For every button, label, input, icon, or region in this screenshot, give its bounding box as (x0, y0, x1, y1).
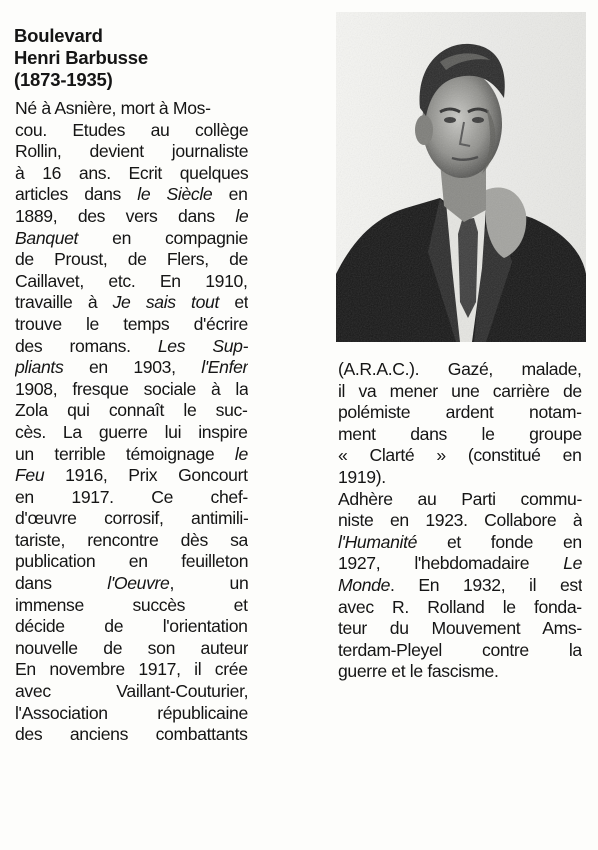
text-run: un terrible témoignage (15, 443, 235, 464)
italic-title: l'Enfer (201, 357, 248, 378)
text-run: Né à Asnière, mort à Mos- (15, 98, 211, 118)
text-line (15, 487, 248, 509)
text-line (15, 400, 248, 422)
text-run: , un (169, 573, 248, 594)
text-line (15, 616, 248, 638)
text-run: En novembre 1917, il crée (15, 659, 248, 680)
heading-line-street: Boulevard (14, 25, 103, 46)
text-run: 1919). (338, 466, 386, 487)
text-run: d'œuvre corrosif, antimili- (15, 508, 248, 529)
italic-title: Monde (338, 574, 391, 595)
text-line (15, 530, 248, 552)
text-line (338, 445, 582, 467)
portrait-photo-icon (336, 12, 586, 342)
text-run: publication en feuilleton (15, 551, 248, 572)
text-line (338, 618, 582, 640)
text-line (15, 465, 248, 487)
text-run: travaille à (15, 292, 113, 313)
text-line (338, 424, 582, 446)
text-run: dans (15, 573, 108, 594)
text-run: en 1917. Ce chef- (15, 486, 248, 507)
text-run: terdam-Pleyel contre la (338, 639, 582, 660)
biography-right-column (338, 359, 582, 683)
text-run: cou. Etudes au collège (15, 119, 248, 140)
text-run: trouve le temps d'écrire (15, 313, 248, 334)
text-run: 1908, fresque sociale à la (15, 378, 248, 399)
text-run: guerre et le fascisme. (338, 661, 499, 682)
text-run: ment dans le groupe (338, 423, 582, 444)
italic-title: Je sais tout (112, 292, 219, 313)
text-line (15, 573, 248, 595)
text-line (338, 381, 582, 403)
text-run: niste en 1923. Collabore à (338, 510, 582, 531)
text-line (338, 597, 582, 619)
text-run: à 16 ans. Ecrit quelques (15, 162, 248, 183)
text-run: il va mener une carrière de (338, 380, 582, 401)
text-line (15, 184, 248, 206)
text-run: 1916, Prix Goncourt (44, 465, 248, 486)
heading-line-name: Henri Barbusse (14, 47, 148, 68)
text-run: tariste, rencontre dès sa (15, 529, 248, 550)
italic-title: Le (563, 553, 582, 574)
text-run: cès. La guerre lui inspire (15, 421, 248, 442)
text-run: Caillavet, etc. En 1910, (15, 270, 248, 291)
text-line (15, 228, 248, 250)
text-line (338, 359, 582, 381)
text-line (338, 661, 582, 683)
text-run: nouvelle de son auteur (15, 637, 248, 658)
text-line (15, 271, 248, 293)
text-line (15, 357, 248, 379)
text-line (15, 120, 248, 142)
text-run: . En 1932, il est (390, 574, 582, 595)
text-line (15, 292, 248, 314)
text-line (338, 467, 582, 489)
text-line (15, 206, 248, 228)
italic-title: le Siècle (137, 184, 213, 205)
text-line (15, 659, 248, 681)
text-line (15, 249, 248, 271)
text-line (15, 724, 248, 746)
text-line (15, 163, 248, 185)
text-line (15, 703, 248, 725)
street-heading (14, 25, 244, 91)
text-line (15, 98, 248, 120)
text-line (15, 422, 248, 444)
text-run: de Proust, de Flers, de (15, 249, 248, 270)
text-line (338, 489, 582, 511)
italic-title: l'Humanité (338, 531, 418, 552)
text-line (15, 444, 248, 466)
text-run: teur du Mouvement Ams- (338, 618, 582, 639)
text-run: avec R. Rolland le fonda- (338, 596, 582, 617)
text-run: (A.R.A.C.). Gazé, malade, (338, 359, 582, 379)
text-line (338, 575, 582, 597)
text-line (15, 551, 248, 573)
text-run: polémiste ardent notam- (338, 402, 582, 423)
portrait-photo (336, 12, 586, 342)
text-line (15, 595, 248, 617)
italic-title: Banquet (15, 227, 79, 248)
text-line (15, 379, 248, 401)
text-line (15, 314, 248, 336)
text-run: « Clarté » (constitué en (338, 445, 582, 466)
biography-left-column (15, 98, 248, 746)
italic-title: Feu (15, 465, 45, 486)
text-run: Rollin, devient journaliste (15, 141, 248, 162)
text-line (338, 553, 582, 575)
italic-title: Les Sup- (157, 335, 248, 356)
italic-title: le (234, 443, 248, 464)
text-line (15, 508, 248, 530)
text-run: en compagnie (78, 227, 248, 248)
text-run: articles dans (15, 184, 138, 205)
text-line (338, 640, 582, 662)
text-line (15, 681, 248, 703)
text-line (338, 510, 582, 532)
text-run: décide de l'orientation (15, 616, 248, 637)
text-run: 1889, des vers dans (15, 205, 236, 226)
italic-title: le (235, 205, 248, 226)
text-run: 1927, l'hebdomadaire (338, 553, 564, 574)
text-run: en 1903, (63, 357, 202, 378)
text-run: en (212, 184, 248, 205)
text-line (15, 141, 248, 163)
text-line (338, 402, 582, 424)
text-run: l'Association républicaine (15, 702, 248, 723)
italic-title: l'Oeuvre (107, 573, 170, 594)
text-run: avec Vaillant-Couturier, (15, 681, 248, 702)
text-run: Zola qui connaît le suc- (15, 400, 248, 421)
text-line (15, 638, 248, 660)
text-line (338, 532, 582, 554)
text-run: des romans. (15, 335, 158, 356)
text-line (15, 336, 248, 358)
heading-line-dates: (1873-1935) (14, 69, 113, 90)
text-run: Adhère au Parti commu- (338, 488, 582, 509)
italic-title: pliants (15, 357, 64, 378)
text-run: et (219, 292, 248, 313)
text-run: des anciens combattants (15, 724, 248, 745)
photo-grain (336, 12, 586, 342)
text-run: et fonde en (417, 531, 582, 552)
text-run: immense succès et (15, 594, 248, 615)
